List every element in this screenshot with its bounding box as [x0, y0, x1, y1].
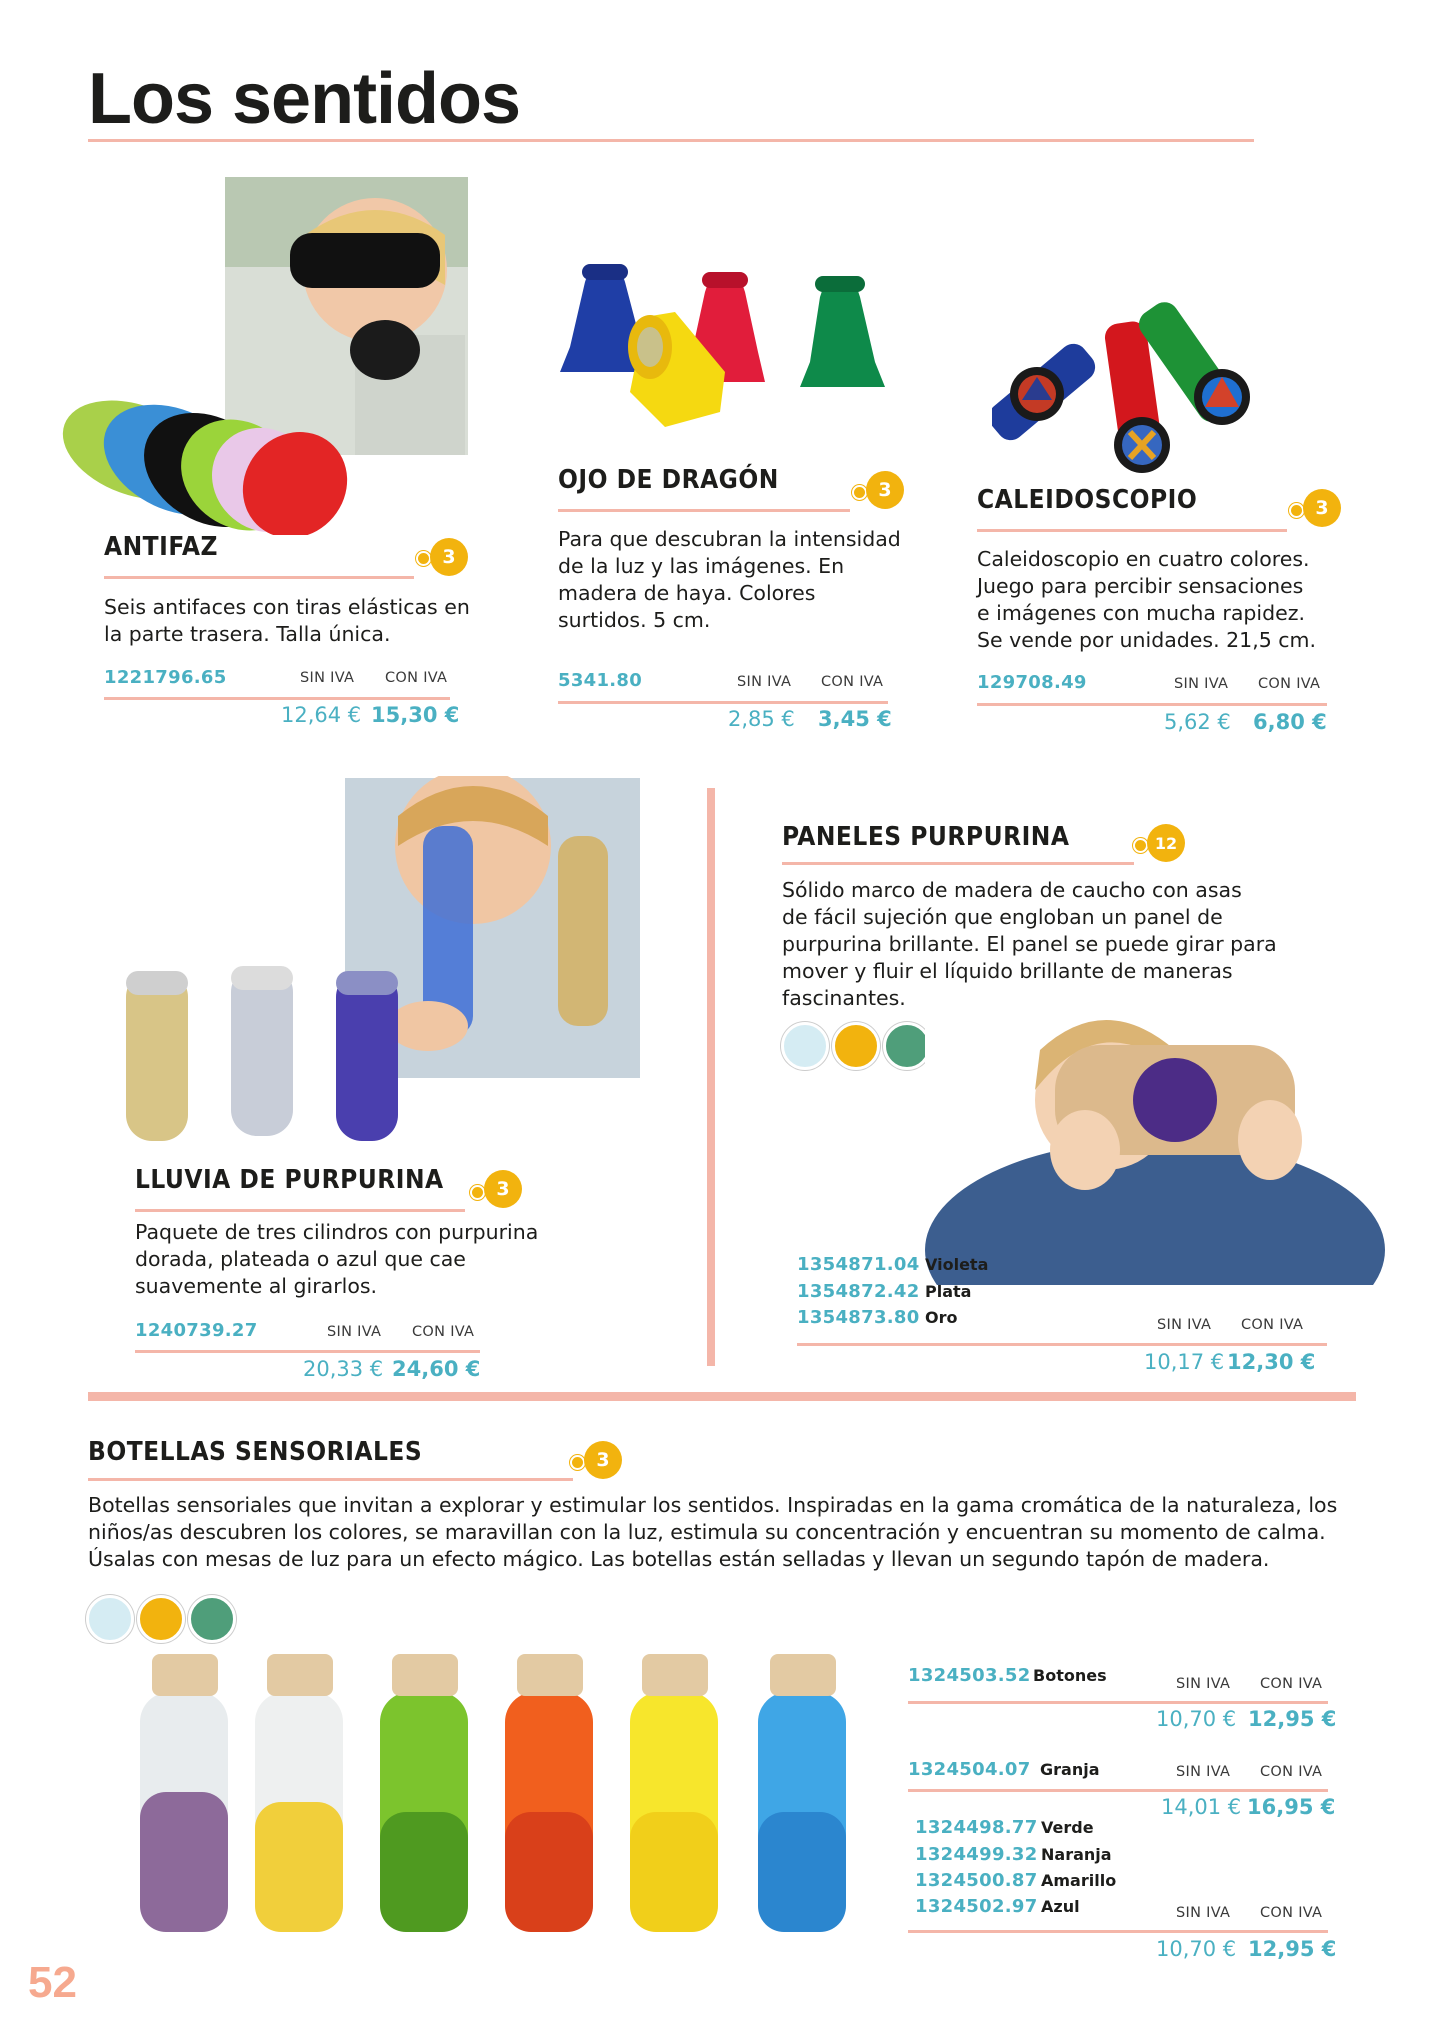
lluvia-underline: [135, 1209, 465, 1212]
botellas-underline: [88, 1478, 573, 1481]
sin-iva-label: SIN IVA: [1176, 1905, 1231, 1921]
con-iva-label: CON IVA: [1241, 1317, 1304, 1333]
ojo-price-sin: 2,85 €: [728, 707, 795, 731]
paneles-ref-oro: 1354873.80: [797, 1307, 920, 1328]
sensory-skill-icon: [86, 1595, 134, 1643]
motor-skill-icon: [137, 1595, 185, 1643]
caleidoscopio-ref: 129708.49: [977, 672, 1087, 693]
botellas-description: Botellas sensoriales que invitan a explorar y estimular los sentidos. Inspiradas en la gama cromática de la naturaleza, los niños/as descubren los colores, se maravillan con la luz, estimula su concentración y encuentran su momento de calma. Úsalas con mesas de luz para un efecto mágico. Las botellas están selladas y llevan un segundo tapón de madera.: [88, 1493, 1338, 1571]
con-iva-label: CON IVA: [1260, 1905, 1323, 1921]
botellas-price-sin-group: 10,70 €: [1156, 1937, 1237, 1961]
lluvia-price-sin: 20,33 €: [303, 1357, 384, 1381]
age-badge-icon: 3: [1303, 489, 1341, 527]
age-badge-icon: 3: [430, 538, 468, 576]
botellas-color-botones: Botones: [1033, 1666, 1107, 1685]
page-title: Los sentidos: [88, 59, 521, 139]
lluvia-photo: [118, 776, 643, 1151]
con-iva-label: CON IVA: [1258, 676, 1321, 692]
botellas-price-sin-botones: 10,70 €: [1156, 1707, 1237, 1731]
creativity-skill-icon: [883, 1022, 931, 1070]
paneles-underline: [782, 862, 1134, 865]
botellas-color-naranja: Naranja: [1041, 1845, 1112, 1864]
creativity-skill-icon: [188, 1595, 236, 1643]
con-iva-label: CON IVA: [385, 670, 448, 686]
botellas-ref-verde: 1324498.77: [915, 1817, 1038, 1838]
botellas-price-line: [908, 1789, 1328, 1792]
antifaz-photo: [55, 175, 475, 535]
paneles-description: Sólido marco de madera de caucho con asas de fácil sujeción que engloban un panel de purpurina brillante. El panel se puede girar para mover y fluir el líquido brillante de maneras fascinantes.: [782, 878, 1277, 1010]
age-badge-icon: 12: [1147, 824, 1185, 862]
sensory-skill-icon: [781, 1022, 829, 1070]
age-dot-icon: [852, 485, 867, 500]
botellas-price-con-group: 12,95 €: [1248, 1937, 1337, 1961]
ojo-ref: 5341.80: [558, 670, 643, 691]
motor-skill-icon: [832, 1022, 880, 1070]
con-iva-label: CON IVA: [1260, 1676, 1323, 1692]
botellas-name: BOTELLAS SENSORIALES: [88, 1437, 423, 1467]
age-badge-icon: 3: [866, 471, 904, 509]
ojo-name: OJO DE DRAGÓN: [558, 465, 779, 495]
paneles-photo: [925, 990, 1385, 1285]
botellas-color-azul: Azul: [1041, 1897, 1080, 1916]
ojo-underline: [558, 509, 850, 512]
paneles-name: PANELES PURPURINA: [782, 822, 1070, 852]
botellas-price-line: [908, 1701, 1328, 1704]
page-number: 52: [28, 1958, 77, 2007]
sin-iva-label: SIN IVA: [1157, 1317, 1212, 1333]
lluvia-price-line: [135, 1350, 480, 1353]
antifaz-ref: 1221796.65: [104, 667, 227, 688]
antifaz-price-line: [104, 697, 450, 700]
paneles-ref-plata: 1354872.42: [797, 1281, 920, 1302]
botellas-color-amarillo: Amarillo: [1041, 1871, 1117, 1890]
sin-iva-label: SIN IVA: [327, 1324, 382, 1340]
age-dot-icon: [470, 1185, 485, 1200]
ojo-price-line: [558, 701, 888, 704]
caleidoscopio-name: CALEIDOSCOPIO: [977, 485, 1198, 515]
age-dot-icon: [1289, 503, 1304, 518]
botellas-ref-amarillo: 1324500.87: [915, 1870, 1038, 1891]
con-iva-label: CON IVA: [1260, 1764, 1323, 1780]
sin-iva-label: SIN IVA: [737, 674, 792, 690]
caleidoscopio-underline: [977, 529, 1287, 532]
lluvia-ref: 1240739.27: [135, 1320, 258, 1341]
caleidoscopio-description: Caleidoscopio en cuatro colores. Juego para percibir sensaciones e imágenes con mucha rapidez. Se vende por unidades. 21,5 cm.: [977, 547, 1317, 652]
lluvia-description: Paquete de tres cilindros con purpurina dorada, plateada o azul que cae suavemente al girarlos.: [135, 1220, 539, 1298]
age-dot-icon: [1133, 838, 1148, 853]
lluvia-price-con: 24,60 €: [392, 1357, 481, 1381]
antifaz-name: ANTIFAZ: [104, 532, 218, 562]
paneles-price-con: 12,30 €: [1227, 1350, 1316, 1374]
paneles-price-sin: 10,17 €: [1144, 1350, 1225, 1374]
paneles-color-violeta: Violeta: [925, 1255, 989, 1274]
caleidoscopio-price-con: 6,80 €: [1253, 710, 1327, 734]
botellas-ref-botones: 1324503.52: [908, 1665, 1031, 1686]
botellas-price-sin-granja: 14,01 €: [1161, 1795, 1242, 1819]
ojo-photo: [550, 262, 910, 437]
caleidoscopio-price-line: [977, 703, 1327, 706]
con-iva-label: CON IVA: [412, 1324, 475, 1340]
paneles-ref-violeta: 1354871.04: [797, 1254, 920, 1275]
age-dot-icon: [570, 1455, 585, 1470]
antifaz-underline: [104, 576, 414, 579]
age-badge-icon: 3: [584, 1441, 622, 1479]
botellas-price-con-granja: 16,95 €: [1247, 1795, 1336, 1819]
con-iva-label: CON IVA: [821, 674, 884, 690]
botellas-photo: [130, 1652, 870, 1942]
sin-iva-label: SIN IVA: [300, 670, 355, 686]
ojo-price-con: 3,45 €: [818, 707, 892, 731]
botellas-color-granja: Granja: [1040, 1760, 1100, 1779]
botellas-ref-naranja: 1324499.32: [915, 1844, 1038, 1865]
paneles-color-plata: Plata: [925, 1282, 972, 1301]
botellas-price-con-botones: 12,95 €: [1248, 1707, 1337, 1731]
caleidoscopio-price-sin: 5,62 €: [1164, 710, 1231, 734]
antifaz-price-sin: 12,64 €: [281, 703, 362, 727]
age-dot-icon: [416, 551, 431, 566]
paneles-price-line: [797, 1343, 1327, 1346]
section-divider-vertical: [707, 788, 715, 1366]
antifaz-description: Seis antifaces con tiras elásticas en la parte trasera. Talla única.: [104, 595, 470, 646]
sin-iva-label: SIN IVA: [1174, 676, 1229, 692]
sin-iva-label: SIN IVA: [1176, 1764, 1231, 1780]
antifaz-price-con: 15,30 €: [371, 703, 460, 727]
ojo-description: Para que descubran la intensidad de la luz y las imágenes. En madera de haya. Colores surtidos. 5 cm.: [558, 527, 901, 632]
section-divider-horizontal: [88, 1392, 1356, 1401]
botellas-ref-azul: 1324502.97: [915, 1896, 1038, 1917]
botellas-color-verde: Verde: [1041, 1818, 1094, 1837]
botellas-ref-granja: 1324504.07: [908, 1759, 1031, 1780]
botellas-price-line: [908, 1930, 1328, 1933]
sin-iva-label: SIN IVA: [1176, 1676, 1231, 1692]
paneles-color-oro: Oro: [925, 1308, 958, 1327]
caleidoscopio-photo: [992, 282, 1292, 482]
age-badge-icon: 3: [484, 1170, 522, 1208]
lluvia-name: LLUVIA DE PURPURINA: [135, 1165, 444, 1195]
title-underline: [88, 139, 1254, 142]
